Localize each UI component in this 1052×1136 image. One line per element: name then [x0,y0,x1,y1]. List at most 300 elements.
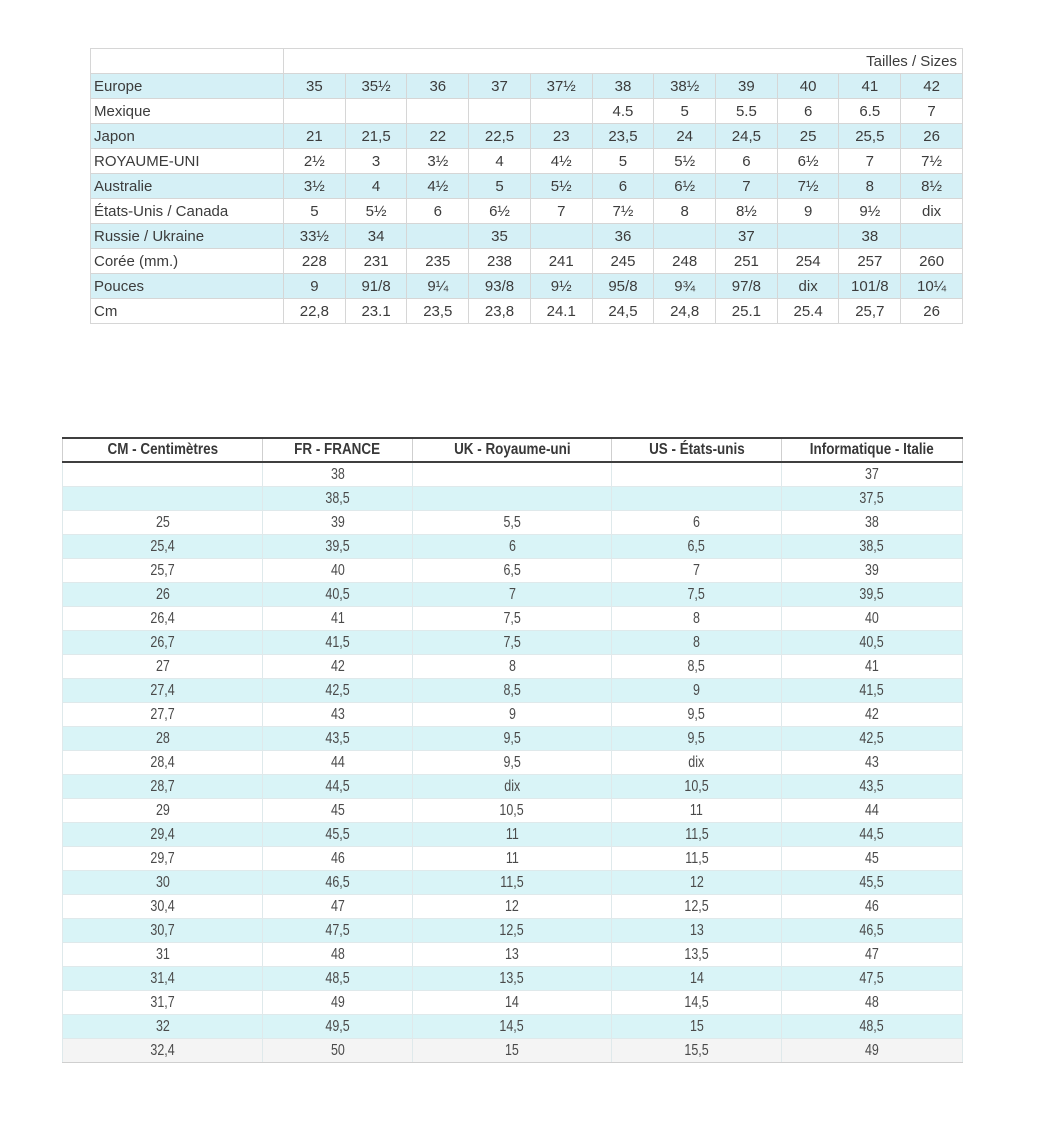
conversion-value-cell [263,1015,413,1039]
conversion-value: 44 [865,801,879,819]
conversion-value: 45,5 [325,825,350,843]
size-value-cell: 21,5 [345,124,407,149]
conversion-value: 11 [690,801,703,819]
size-row [91,74,963,99]
conversion-value-cell [612,535,782,559]
size-value-cell: 24.1 [530,299,592,324]
conversion-value: 8 [508,657,516,675]
conversion-value-cell [782,799,963,823]
conversion-value-cell [63,727,263,751]
conversion-value-cell [413,895,612,919]
conversion-value: 8 [693,609,700,627]
conversion-value: 32,4 [150,1041,175,1059]
conversion-value-cell [413,703,612,727]
conversion-value-cell [263,751,413,775]
conversion-value: 6,5 [687,537,706,555]
conversion-value: 50 [330,1041,345,1059]
conversion-value: 14,5 [684,993,709,1011]
size-value-cell: 8½ [901,174,963,199]
conversion-value: 39 [865,561,879,579]
conversion-value-cell [782,751,963,775]
conversion-value-cell [612,919,782,943]
conversion-value-cell [782,631,963,655]
region-label: Cm [91,299,284,324]
conversion-row [63,895,963,919]
conversion-value: 39 [330,513,345,531]
conversion-row [63,871,963,895]
conversion-value-cell [263,487,413,511]
size-value-cell: 23 [530,124,592,149]
conversion-value-cell [63,751,263,775]
conversion-row [63,775,963,799]
conversion-row [63,919,963,943]
size-value-cell: 9 [777,199,839,224]
conversion-value: 25,7 [150,561,175,579]
conversion-value-cell [782,775,963,799]
conversion-value-cell [612,943,782,967]
size-value-cell: 7 [901,99,963,124]
conversion-value-cell [63,487,263,511]
size-value-cell: 2½ [284,149,346,174]
conversion-value: 49 [330,993,345,1011]
conversion-value-cell [263,919,413,943]
size-value-cell: 9½ [530,274,592,299]
size-value-cell [777,224,839,249]
size-value-cell: 9¼ [407,274,469,299]
conversion-value-cell [612,799,782,823]
conversion-value-cell [612,1015,782,1039]
size-value-cell: 5½ [345,199,407,224]
conversion-value: 42 [330,657,345,675]
conversion-value: 10,5 [499,801,525,819]
conversion-row [63,1039,963,1063]
conversion-value: 40 [865,609,879,627]
size-value-cell: 231 [345,249,407,274]
conversion-value: 45 [330,801,345,819]
conversion-value: 47,5 [859,969,885,987]
column-header-us [612,438,782,462]
conversion-value: 9,5 [503,753,521,771]
conversion-value: 45 [865,849,879,867]
conversion-row [63,462,963,487]
conversion-row [63,679,963,703]
conversion-value: 7,5 [687,585,706,603]
conversion-value-cell [413,511,612,535]
conversion-value-cell [413,535,612,559]
conversion-value-cell [63,679,263,703]
conversion-value: 12,5 [684,897,709,915]
conversion-row [63,655,963,679]
conversion-value: 32 [155,1017,170,1035]
conversion-value-cell [612,462,782,487]
conversion-value-cell [413,871,612,895]
conversion-value: 44 [330,753,345,771]
conversion-value: 46 [865,897,879,915]
size-value-cell: 8 [654,199,716,224]
region-label: États-Unis / Canada [91,199,284,224]
size-value-cell: 35½ [345,74,407,99]
size-value-cell: 101/8 [839,274,901,299]
conversion-value: 15 [505,1041,519,1059]
conversion-value-cell [782,727,963,751]
column-header-label: CM - Centimètres [107,441,218,458]
conversion-value: 12,5 [499,921,525,939]
conversion-value: 43,5 [325,729,350,747]
size-value-cell: 22 [407,124,469,149]
region-label: Australie [91,174,284,199]
size-value-cell [469,99,531,124]
column-header-label: UK - Royaume-uni [453,441,571,458]
size-value-cell: 245 [592,249,654,274]
conversion-value-cell [413,823,612,847]
conversion-value-cell [782,655,963,679]
column-header-fr [263,438,413,462]
conversion-value-cell [263,559,413,583]
conversion-value-cell [263,943,413,967]
conversion-row [63,751,963,775]
conversion-value: 46,5 [859,921,885,939]
conversion-value: 14 [689,969,704,987]
size-value-cell: dix [777,274,839,299]
size-value-cell: 24,8 [654,299,716,324]
size-value-cell: 7½ [592,199,654,224]
conversion-row [63,631,963,655]
size-value-cell: 23,5 [592,124,654,149]
conversion-value: 8,5 [687,657,706,675]
conversion-value: 30,4 [150,897,175,915]
conversion-value-cell [612,895,782,919]
size-value-cell: 7½ [777,174,839,199]
conversion-value-cell [413,607,612,631]
conversion-value-cell [612,607,782,631]
conversion-row [63,1015,963,1039]
conversion-value: 47,5 [325,921,350,939]
conversion-value-cell [63,631,263,655]
size-value-cell: 254 [777,249,839,274]
conversion-value-cell [782,462,963,487]
size-value-cell [345,99,407,124]
conversion-value-cell [782,511,963,535]
conversion-value-cell [63,847,263,871]
size-value-cell: 6 [592,174,654,199]
conversion-value: 47 [865,945,879,963]
conversion-value: 11,5 [500,873,524,891]
conversion-value: 43 [330,705,345,723]
conversion-value: 41,5 [325,633,350,651]
conversion-value-cell [263,679,413,703]
size-row [91,224,963,249]
size-value-cell: 36 [592,224,654,249]
conversion-value-cell [782,1039,963,1063]
conversion-value: 37,5 [859,489,885,507]
region-label: Russie / Ukraine [91,224,284,249]
conversion-row [63,511,963,535]
region-label: Mexique [91,99,284,124]
conversion-value-cell [413,751,612,775]
size-value-cell: 4½ [530,149,592,174]
conversion-row [63,703,963,727]
size-value-cell: 235 [407,249,469,274]
conversion-value-cell [263,991,413,1015]
size-value-cell: 6.5 [839,99,901,124]
conversion-value-cell [782,823,963,847]
conversion-value: 15,5 [684,1041,709,1059]
size-value-cell: 25,5 [839,124,901,149]
size-value-cell: 40 [777,74,839,99]
size-value-cell [901,224,963,249]
conversion-value: 44,5 [325,777,350,795]
conversion-row [63,847,963,871]
conversion-value-cell [263,583,413,607]
conversion-value-cell [612,727,782,751]
conversion-value-cell [263,823,413,847]
conversion-row [63,487,963,511]
conversion-value: 14 [505,993,519,1011]
conversion-value: 31,4 [150,969,175,987]
conversion-value-cell [612,559,782,583]
size-value-cell: 37 [716,224,778,249]
size-row [91,249,963,274]
size-value-cell: 6½ [469,199,531,224]
conversion-value-cell [413,775,612,799]
size-value-cell: 41 [839,74,901,99]
conversion-value-cell [63,895,263,919]
size-row [91,99,963,124]
size-value-cell: 26 [901,299,963,324]
conversion-value: 42,5 [325,681,350,699]
conversion-value-cell [63,1039,263,1063]
conversion-value-cell [263,462,413,487]
conversion-value: 26,7 [150,633,175,651]
conversion-value-cell [782,583,963,607]
conversion-value-cell [413,727,612,751]
conversion-value: 40,5 [859,633,885,651]
conversion-value-cell [63,655,263,679]
size-value-cell: 257 [839,249,901,274]
conversion-value-cell [63,607,263,631]
size-value-cell: 23,5 [407,299,469,324]
conversion-value-cell [263,799,413,823]
size-value-cell: 5½ [654,149,716,174]
conversion-value-cell [263,535,413,559]
size-value-cell: 25.4 [777,299,839,324]
conversion-value-cell [413,967,612,991]
conversion-value-cell [612,703,782,727]
conversion-value-cell [413,1015,612,1039]
size-value-cell: 8 [839,174,901,199]
size-value-cell: 97/8 [716,274,778,299]
column-header-label: FR - FRANCE [294,441,381,458]
size-value-cell: 3 [345,149,407,174]
conversion-value: 11,5 [684,849,709,867]
conversion-value: 29,4 [150,825,175,843]
conversion-value: 28,7 [150,777,175,795]
size-value-cell: 6½ [654,174,716,199]
conversion-value-cell [413,991,612,1015]
conversion-value-cell [782,607,963,631]
conversion-value-cell [263,727,413,751]
size-row [91,199,963,224]
size-value-cell [284,99,346,124]
conversion-value: 11,5 [684,825,709,843]
conversion-value: 43 [865,753,879,771]
conversion-value: 39,5 [325,537,350,555]
conversion-value: 27 [155,657,170,675]
conversion-value: 9,5 [503,729,521,747]
conversion-value: 31,7 [150,993,175,1011]
size-value-cell: 26 [901,124,963,149]
conversion-row [63,799,963,823]
size-row [91,274,963,299]
size-value-cell: 8½ [716,199,778,224]
conversion-value-cell [782,943,963,967]
conversion-value: 12 [689,873,704,891]
conversion-value: 41 [330,609,345,627]
conversion-value: 8,5 [503,681,521,699]
conversion-value: 7 [508,585,516,603]
size-value-cell: 4 [469,149,531,174]
size-value-cell [530,99,592,124]
conversion-value-cell [413,583,612,607]
conversion-value: 7,5 [503,633,521,651]
column-header-informatique [782,438,963,462]
conversion-value-cell [263,1039,413,1063]
conversion-value: 27,4 [150,681,175,699]
conversion-value-cell [782,559,963,583]
conversion-value: 13,5 [684,945,709,963]
conversion-value-cell [782,967,963,991]
size-value-cell: 37½ [530,74,592,99]
size-value-cell: 23,8 [469,299,531,324]
size-value-cell: 33½ [284,224,346,249]
conversion-value-cell [63,775,263,799]
conversion-value: 5,5 [503,513,521,531]
conversion-value: 9 [508,705,516,723]
conversion-value: 40 [330,561,345,579]
conversion-row [63,559,963,583]
size-value-cell: 6 [777,99,839,124]
conversion-value-cell [63,799,263,823]
size-value-cell: 7 [716,174,778,199]
conversion-value: dix [688,753,705,771]
region-label: Corée (mm.) [91,249,284,274]
sizes-table-title: Tailles / Sizes [284,49,963,74]
conversion-value: 38,5 [859,537,885,555]
size-value-cell: 24 [654,124,716,149]
conversion-value-cell [612,583,782,607]
conversion-value-cell [612,1039,782,1063]
conversion-value: 49 [865,1041,879,1059]
column-header-cm [63,438,263,462]
sizes-title-row [91,49,963,74]
conversion-value: 43,5 [859,777,885,795]
region-label: Pouces [91,274,284,299]
conversion-value-cell [413,799,612,823]
conversion-value: 29,7 [150,849,175,867]
conversion-value: 28 [155,729,170,747]
size-value-cell: 3½ [407,149,469,174]
size-value-cell: 23.1 [345,299,407,324]
size-value-cell: 5.5 [716,99,778,124]
size-value-cell: 38 [592,74,654,99]
region-label: ROYAUME-UNI [91,149,284,174]
conversion-value: 47 [330,897,345,915]
conversion-value-cell [612,751,782,775]
size-value-cell: 6 [407,199,469,224]
size-value-cell: 9 [284,274,346,299]
size-value-cell [407,99,469,124]
column-header-label: US - États-unis [648,441,745,458]
size-row [91,149,963,174]
column-header-uk [413,438,612,462]
conversion-value: 15 [689,1017,704,1035]
conversion-row [63,991,963,1015]
size-value-cell: 5 [654,99,716,124]
conversion-value-cell [413,559,612,583]
size-value-cell: 25,7 [839,299,901,324]
conversion-value-cell [413,1039,612,1063]
conversion-value-cell [782,535,963,559]
conversion-value-cell [782,1015,963,1039]
corner-cell [91,49,284,74]
column-header-label: Informatique - Italie [810,441,934,458]
size-value-cell: dix [901,199,963,224]
conversion-value: 6 [693,513,700,531]
conversion-value: 49,5 [325,1017,350,1035]
size-value-cell: 38½ [654,74,716,99]
conversion-value: 9,5 [687,729,706,747]
conversion-value-cell [782,679,963,703]
conversion-value-cell [63,511,263,535]
conversion-value: 27,7 [150,705,175,723]
size-value-cell: 4½ [407,174,469,199]
size-value-cell: 6½ [777,149,839,174]
conversion-value: 29 [155,801,170,819]
conversion-value: 28,4 [150,753,175,771]
size-value-cell: 260 [901,249,963,274]
conversion-value-cell [263,607,413,631]
conversion-value-cell [413,655,612,679]
conversion-value: 13,5 [499,969,525,987]
conversion-value-cell [612,775,782,799]
international-sizes-table [90,48,963,324]
size-value-cell: 35 [469,224,531,249]
conversion-value-cell [612,823,782,847]
conversion-value-cell [263,775,413,799]
conversion-value-cell [63,583,263,607]
conversion-value-cell [263,511,413,535]
conversion-value-cell [263,967,413,991]
size-value-cell: 4 [345,174,407,199]
conversion-value: 12 [505,897,519,915]
conversion-value: 6 [508,537,516,555]
conversion-row [63,943,963,967]
size-value-cell: 5½ [530,174,592,199]
conversion-value-cell [63,462,263,487]
size-value-cell: 22,8 [284,299,346,324]
conversion-value-cell [612,847,782,871]
conversion-value-cell [782,991,963,1015]
conversion-value-cell [413,462,612,487]
conversion-value: 26 [155,585,170,603]
conversion-value-cell [612,679,782,703]
conversion-value-cell [63,559,263,583]
conversion-row [63,583,963,607]
size-value-cell: 25.1 [716,299,778,324]
region-label: Japon [91,124,284,149]
conversion-value: 13 [689,921,704,939]
conversion-value: 25,4 [150,537,175,555]
